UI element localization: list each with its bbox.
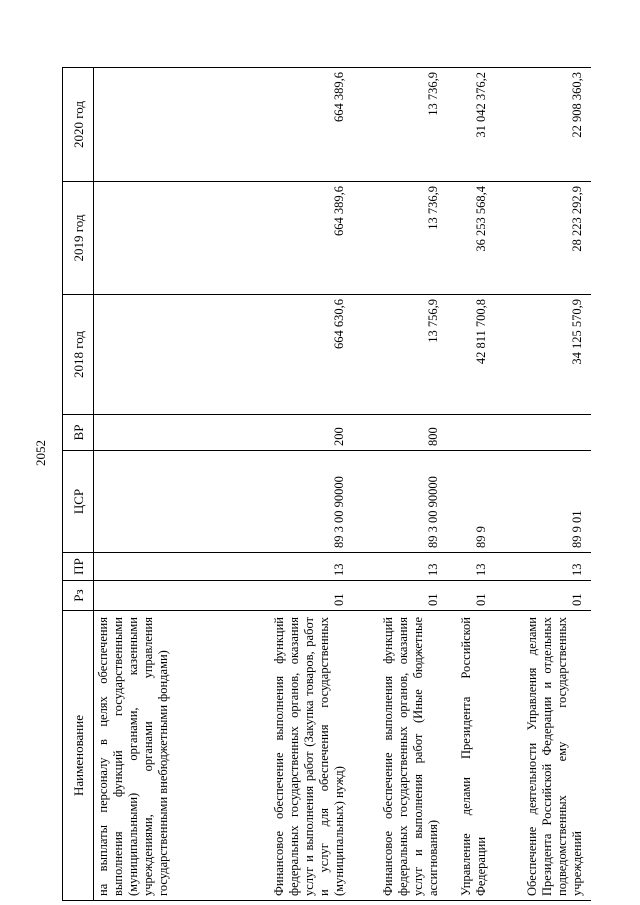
row-pr: 13 <box>495 553 591 581</box>
table-row <box>495 68 591 901</box>
row-vr <box>447 415 495 451</box>
row-2018: 42 811 700,8 <box>447 295 495 415</box>
row-rz: 01 <box>353 581 447 611</box>
row-vr: 200 <box>219 415 353 451</box>
row-vr: 800 <box>353 415 447 451</box>
row-rz: 01 <box>447 581 495 611</box>
row-vr <box>94 415 219 451</box>
row-2018 <box>94 295 219 415</box>
rotated-page-content <box>62 68 594 901</box>
row-pr: 13 <box>219 553 353 581</box>
col-header-csr: ЦСР <box>63 451 94 553</box>
row-2019: 36 253 568,4 <box>447 182 495 295</box>
row-csr: 89 9 01 <box>495 451 591 553</box>
row-csr: 89 3 00 90000 <box>353 451 447 553</box>
row-2019: 13 736,9 <box>353 182 447 295</box>
row-2019 <box>94 182 219 295</box>
row-pr: 13 <box>447 553 495 581</box>
row-name: Обеспечение деятельности Управления делами Президента Российской Федерации и отдельных подведомственных ему государственных учреждений <box>495 611 591 901</box>
page-number: 2052 <box>33 440 48 466</box>
row-2020: 22 908 360,3 <box>495 68 591 182</box>
row-2019: 28 223 292,9 <box>495 182 591 295</box>
row-2018: 664 630,6 <box>219 295 353 415</box>
col-header-name: Наименование <box>63 611 94 901</box>
row-vr <box>495 415 591 451</box>
row-name: Финансовое обеспечение выполнения функций федеральных государственных органов, оказания услуг и выполнения работ (Иные бюджетные ассигнования) <box>353 611 447 901</box>
row-csr <box>94 451 219 553</box>
row-2018: 13 756,9 <box>353 295 447 415</box>
row-name: Управление делами Президента Российской Федерации <box>447 611 495 901</box>
row-rz: 01 <box>495 581 591 611</box>
row-rz: 01 <box>219 581 353 611</box>
row-name: Финансовое обеспечение выполнения функций федеральных государственных органов, оказания услуг и выполнения работ (Закупка товаров, работ и услуг для обеспечения государственных (муниципальных) нужд) <box>219 611 353 901</box>
row-csr: 89 3 00 90000 <box>219 451 353 553</box>
col-header-rz: Рз <box>63 581 94 611</box>
row-2020: 664 389,6 <box>219 68 353 182</box>
col-header-2018: 2018 год <box>63 295 94 415</box>
col-header-2020: 2020 год <box>63 68 94 182</box>
row-name: на выплаты персоналу в целях обеспечения выполнения функций государственными (муниципальными) органами, казенными учреждениями, органами управления государственными внебюджетными фондами) <box>94 611 219 901</box>
table-row <box>447 68 495 901</box>
row-csr: 89 9 <box>447 451 495 553</box>
table-row <box>219 68 353 901</box>
col-header-vr: ВР <box>63 415 94 451</box>
budget-table <box>62 67 591 901</box>
table-row <box>94 68 219 901</box>
table-row <box>353 68 447 901</box>
row-2020: 13 736,9 <box>353 68 447 182</box>
row-pr: 13 <box>353 553 447 581</box>
row-2018: 34 125 570,9 <box>495 295 591 415</box>
col-header-pr: ПР <box>63 553 94 581</box>
table-header-row <box>63 68 94 901</box>
row-2020 <box>94 68 219 182</box>
row-rz <box>94 581 219 611</box>
row-pr <box>94 553 219 581</box>
col-header-2019: 2019 год <box>63 182 94 295</box>
row-2019: 664 389,6 <box>219 182 353 295</box>
row-2020: 31 042 376,2 <box>447 68 495 182</box>
